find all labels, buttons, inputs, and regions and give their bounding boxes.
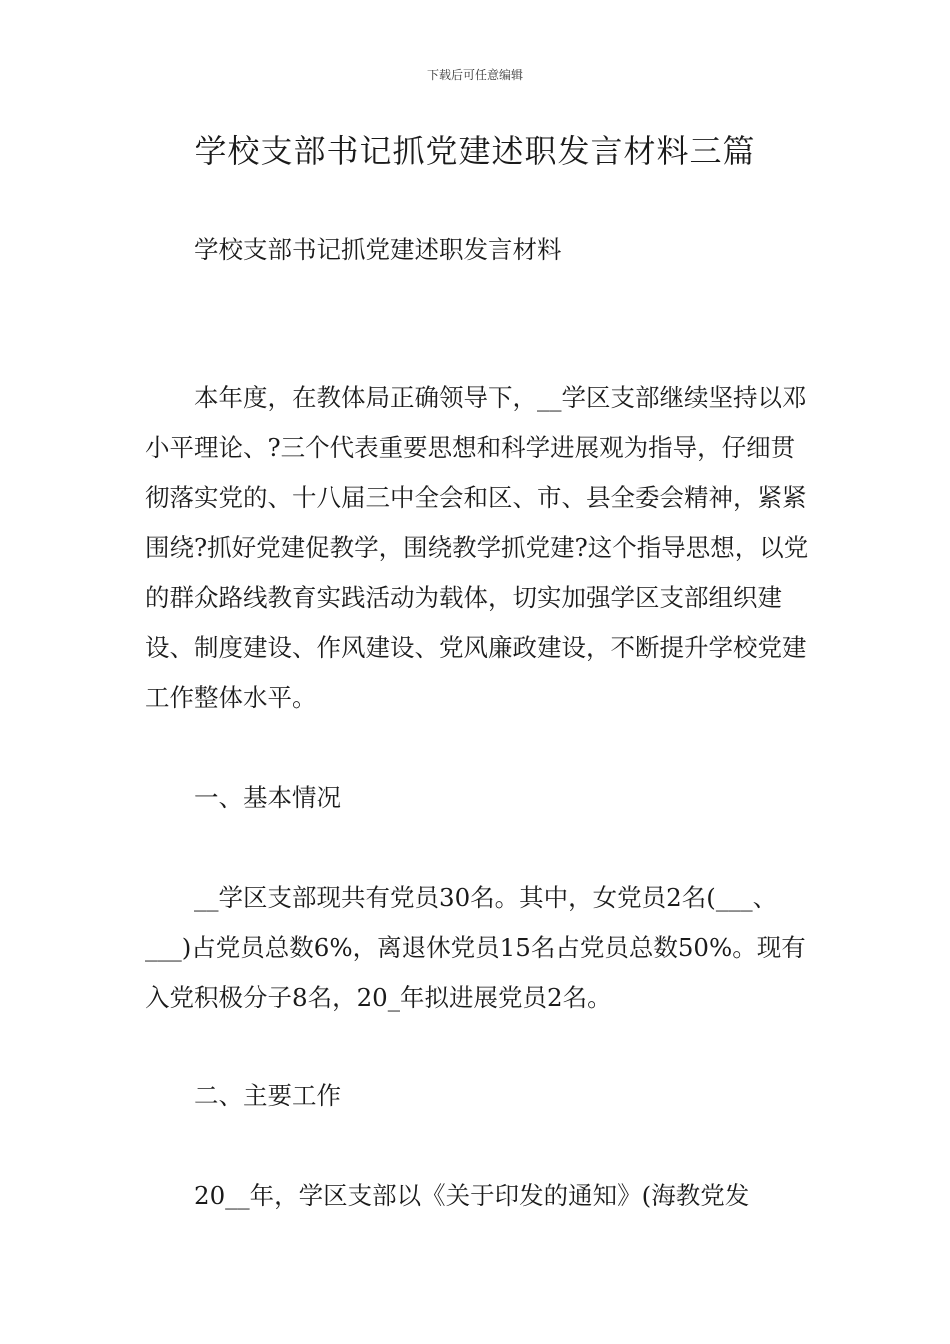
paragraph-main-work: 20__年，学区支部以《关于印发的通知》(海教党发 (194, 1181, 750, 1210)
paragraph-basic-info: __学区支部现共有党员30名。其中，女党员2名(___、___)占党员总数6%，离退休党员15名占党员总数50%。现有入党积极分子8名，20_年拟进展党员2名。 (145, 883, 806, 1012)
document-title: 学校支部书记抓党建述职发言材料三篇 (194, 132, 756, 170)
header-note: 下载后可任意编辑 (426, 68, 523, 82)
document-subtitle: 学校支部书记抓党建述职发言材料 (194, 235, 562, 264)
section-heading-main-work: 二、主要工作 (194, 1081, 341, 1110)
paragraph-intro: 本年度，在教体局正确领导下，__学区支部继续坚持以邓小平理论、?三个代表重要思想和科学进展观为指导，仔细贯彻落实党的、十八届三中全会和区、市、县全委会精神，紧紧围绕?抓好党建促教学，围绕教学抓党建?这个指导思想，以党的群众路线教育实践活动为载体，切实加强学区支部组织建设、制度建设、作风建设、党风廉政建设，不断提升学校党建工作整体水平。 (145, 383, 809, 712)
section-heading-basic-info: 一、基本情况 (194, 783, 341, 812)
